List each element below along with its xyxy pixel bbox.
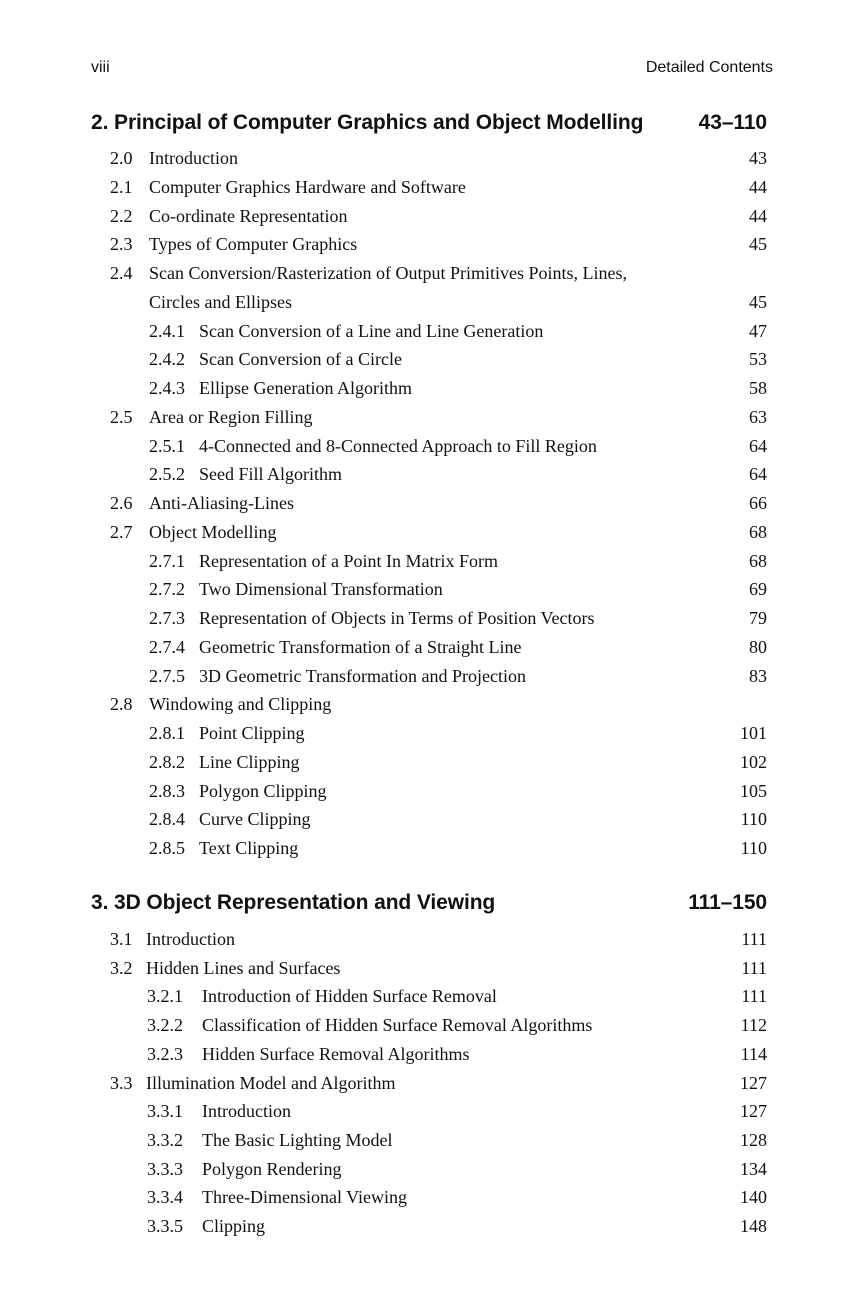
entry-title: Scan Conversion of a Line and Line Generation bbox=[199, 321, 544, 341]
entry-title: Point Clipping bbox=[199, 723, 305, 743]
toc-entry bbox=[149, 664, 767, 688]
entry-page: 45 bbox=[749, 292, 767, 312]
entry-page: 64 bbox=[749, 464, 767, 484]
toc-entry bbox=[110, 175, 767, 199]
running-header bbox=[91, 59, 773, 79]
entry-title: Co-ordinate Representation bbox=[149, 206, 348, 226]
entry-page: 110 bbox=[740, 809, 767, 829]
entry-number: 2.0 bbox=[110, 148, 133, 168]
entry-page: 69 bbox=[749, 579, 767, 599]
entry-title: Three-Dimensional Viewing bbox=[202, 1187, 408, 1207]
entry-number: 2.7.1 bbox=[149, 551, 185, 571]
entry-title: Line Clipping bbox=[199, 752, 300, 772]
entry-title: Object Modelling bbox=[149, 522, 277, 542]
entry-title: Curve Clipping bbox=[199, 809, 311, 829]
entry-title: Computer Graphics Hardware and Software bbox=[149, 177, 466, 197]
toc-entry bbox=[110, 146, 767, 170]
entry-number: 2.8.5 bbox=[149, 838, 185, 858]
entry-number: 3.3.4 bbox=[147, 1187, 183, 1207]
toc-entry bbox=[110, 956, 767, 980]
entry-number: 2.5.2 bbox=[149, 464, 185, 484]
entry-number: 3.3.3 bbox=[147, 1159, 183, 1179]
entry-page: 83 bbox=[749, 666, 767, 686]
entry-number: 3.3.5 bbox=[147, 1216, 183, 1236]
entry-page: 68 bbox=[749, 551, 767, 571]
entry-number: 2.4.2 bbox=[149, 349, 185, 369]
entry-page: 140 bbox=[740, 1187, 767, 1207]
entry-page: 68 bbox=[749, 522, 767, 542]
chapter-page-range: 111–150 bbox=[688, 891, 767, 914]
entry-title: Windowing and Clipping bbox=[149, 694, 332, 714]
entry-number: 3.3.2 bbox=[147, 1130, 183, 1150]
toc-entry bbox=[149, 434, 767, 458]
entry-title: Seed Fill Algorithm bbox=[199, 464, 343, 484]
entry-number: 2.4.1 bbox=[149, 321, 185, 341]
toc-entry bbox=[149, 347, 767, 371]
entry-page: 114 bbox=[740, 1044, 767, 1064]
entry-page: 44 bbox=[749, 177, 767, 197]
toc-entry bbox=[147, 1013, 767, 1037]
entry-title: Two Dimensional Transformation bbox=[199, 579, 443, 599]
page-number: viii bbox=[91, 59, 110, 76]
toc-entry bbox=[147, 1157, 767, 1181]
toc-entry bbox=[110, 491, 767, 515]
entry-number: 2.4.3 bbox=[149, 378, 185, 398]
entry-number: 3.2.2 bbox=[147, 1015, 183, 1035]
entry-title: Introduction of Hidden Surface Removal bbox=[202, 986, 497, 1006]
running-title: Detailed Contents bbox=[645, 59, 773, 76]
entry-page: 127 bbox=[740, 1101, 767, 1121]
entry-number: 2.7 bbox=[110, 522, 133, 542]
toc-entry bbox=[149, 721, 767, 745]
chapter-title: 3. 3D Object Representation and Viewing bbox=[91, 891, 496, 914]
toc-entry bbox=[149, 577, 767, 601]
entry-number: 2.5 bbox=[110, 407, 133, 427]
chapter-heading bbox=[91, 111, 767, 139]
toc-entry bbox=[149, 549, 767, 573]
entry-number: 3.2 bbox=[110, 958, 133, 978]
entry-page: 45 bbox=[749, 234, 767, 254]
entry-title: Scan Conversion of a Circle bbox=[199, 349, 402, 369]
entry-page: 47 bbox=[749, 321, 767, 341]
entry-page: 101 bbox=[740, 723, 767, 743]
toc-entry bbox=[147, 1042, 767, 1066]
entry-number: 2.7.2 bbox=[149, 579, 185, 599]
entry-page: 110 bbox=[740, 838, 767, 858]
toc-entry bbox=[110, 405, 767, 429]
entry-number: 2.5.1 bbox=[149, 436, 185, 456]
entry-title: 4-Connected and 8-Connected Approach to Fill Region bbox=[199, 436, 597, 456]
entry-number: 2.7.3 bbox=[149, 608, 185, 628]
entry-title: Hidden Surface Removal Algorithms bbox=[202, 1044, 470, 1064]
entry-title: Hidden Lines and Surfaces bbox=[146, 958, 341, 978]
toc-entry bbox=[147, 1128, 767, 1152]
entry-number: 3.1 bbox=[110, 929, 133, 949]
entry-title: Anti-Aliasing-Lines bbox=[149, 493, 294, 513]
chapter-page-range: 43–110 bbox=[698, 111, 767, 134]
entry-number: 2.2 bbox=[110, 206, 133, 226]
entry-page: 111 bbox=[741, 986, 767, 1006]
entry-number: 2.8 bbox=[110, 694, 133, 714]
entry-title: Area or Region Filling bbox=[149, 407, 313, 427]
toc-entry bbox=[147, 1099, 767, 1123]
entry-title: Types of Computer Graphics bbox=[149, 234, 358, 254]
entry-number: 2.7.4 bbox=[149, 637, 185, 657]
toc-entry bbox=[110, 927, 767, 951]
entry-number: 2.8.3 bbox=[149, 781, 185, 801]
entry-number: 3.3 bbox=[110, 1073, 133, 1093]
toc-entry bbox=[149, 635, 767, 659]
toc-entry bbox=[149, 836, 767, 860]
entry-number: 2.6 bbox=[110, 493, 133, 513]
entry-title: Introduction bbox=[202, 1101, 291, 1121]
entry-number: 2.7.5 bbox=[149, 666, 185, 686]
toc-entry bbox=[149, 606, 767, 630]
chapter-heading bbox=[91, 891, 767, 919]
entry-page: 79 bbox=[749, 608, 767, 628]
entry-page: 127 bbox=[740, 1073, 767, 1093]
toc-entry bbox=[110, 290, 767, 314]
toc-entry bbox=[149, 807, 767, 831]
entry-page: 105 bbox=[740, 781, 767, 801]
entry-number: 2.4 bbox=[110, 263, 133, 283]
entry-title: Clipping bbox=[202, 1216, 266, 1236]
entry-title: Introduction bbox=[149, 148, 238, 168]
entry-title: Illumination Model and Algorithm bbox=[146, 1073, 396, 1093]
entry-title: Representation of a Point In Matrix Form bbox=[199, 551, 498, 571]
toc-entry bbox=[110, 692, 767, 716]
entry-number: 2.8.2 bbox=[149, 752, 185, 772]
toc-entry bbox=[110, 261, 767, 285]
entry-title: Classification of Hidden Surface Removal Algorithms bbox=[202, 1015, 593, 1035]
entry-page: 66 bbox=[749, 493, 767, 513]
toc-entry bbox=[147, 1214, 767, 1238]
entry-page: 112 bbox=[740, 1015, 767, 1035]
entry-page: 43 bbox=[749, 148, 767, 168]
entry-title: 3D Geometric Transformation and Projection bbox=[199, 666, 526, 686]
toc-entry bbox=[149, 779, 767, 803]
entry-page: 111 bbox=[741, 929, 767, 949]
toc-entry bbox=[110, 520, 767, 544]
entry-page: 58 bbox=[749, 378, 767, 398]
entry-page: 111 bbox=[741, 958, 767, 978]
entry-title: Ellipse Generation Algorithm bbox=[199, 378, 412, 398]
entry-page: 128 bbox=[740, 1130, 767, 1150]
entry-number: 3.2.1 bbox=[147, 986, 183, 1006]
entry-title: Polygon Clipping bbox=[199, 781, 327, 801]
entry-title: Scan Conversion/Rasterization of Output Primitives Points, Lines, bbox=[149, 263, 627, 283]
entry-number: 2.3 bbox=[110, 234, 133, 254]
entry-title: The Basic Lighting Model bbox=[202, 1130, 393, 1150]
toc-entry bbox=[110, 1071, 767, 1095]
toc-entry bbox=[149, 319, 767, 343]
entry-title: Geometric Transformation of a Straight Line bbox=[199, 637, 522, 657]
entry-title: Introduction bbox=[146, 929, 235, 949]
toc-entry bbox=[110, 232, 767, 256]
entry-number: 2.8.1 bbox=[149, 723, 185, 743]
toc-entry bbox=[147, 1185, 767, 1209]
entry-page: 63 bbox=[749, 407, 767, 427]
toc-entry bbox=[147, 984, 767, 1008]
entry-page: 134 bbox=[740, 1159, 767, 1179]
entry-page: 64 bbox=[749, 436, 767, 456]
entry-title: Representation of Objects in Terms of Position Vectors bbox=[199, 608, 595, 628]
toc-entry bbox=[110, 204, 767, 228]
entry-page: 80 bbox=[749, 637, 767, 657]
entry-number: 2.1 bbox=[110, 177, 133, 197]
entry-number: 3.3.1 bbox=[147, 1101, 183, 1121]
toc-entry bbox=[149, 376, 767, 400]
entry-page: 53 bbox=[749, 349, 767, 369]
entry-page: 44 bbox=[749, 206, 767, 226]
entry-number: 2.8.4 bbox=[149, 809, 185, 829]
toc-entry bbox=[149, 750, 767, 774]
entry-page: 148 bbox=[740, 1216, 767, 1236]
toc-entry bbox=[149, 462, 767, 486]
entry-title: Text Clipping bbox=[199, 838, 299, 858]
entry-page: 102 bbox=[740, 752, 767, 772]
chapter-title: 2. Principal of Computer Graphics and Object Modelling bbox=[91, 111, 644, 134]
entry-number: 3.2.3 bbox=[147, 1044, 183, 1064]
entry-title: Circles and Ellipses bbox=[149, 292, 292, 312]
entry-title: Polygon Rendering bbox=[202, 1159, 342, 1179]
